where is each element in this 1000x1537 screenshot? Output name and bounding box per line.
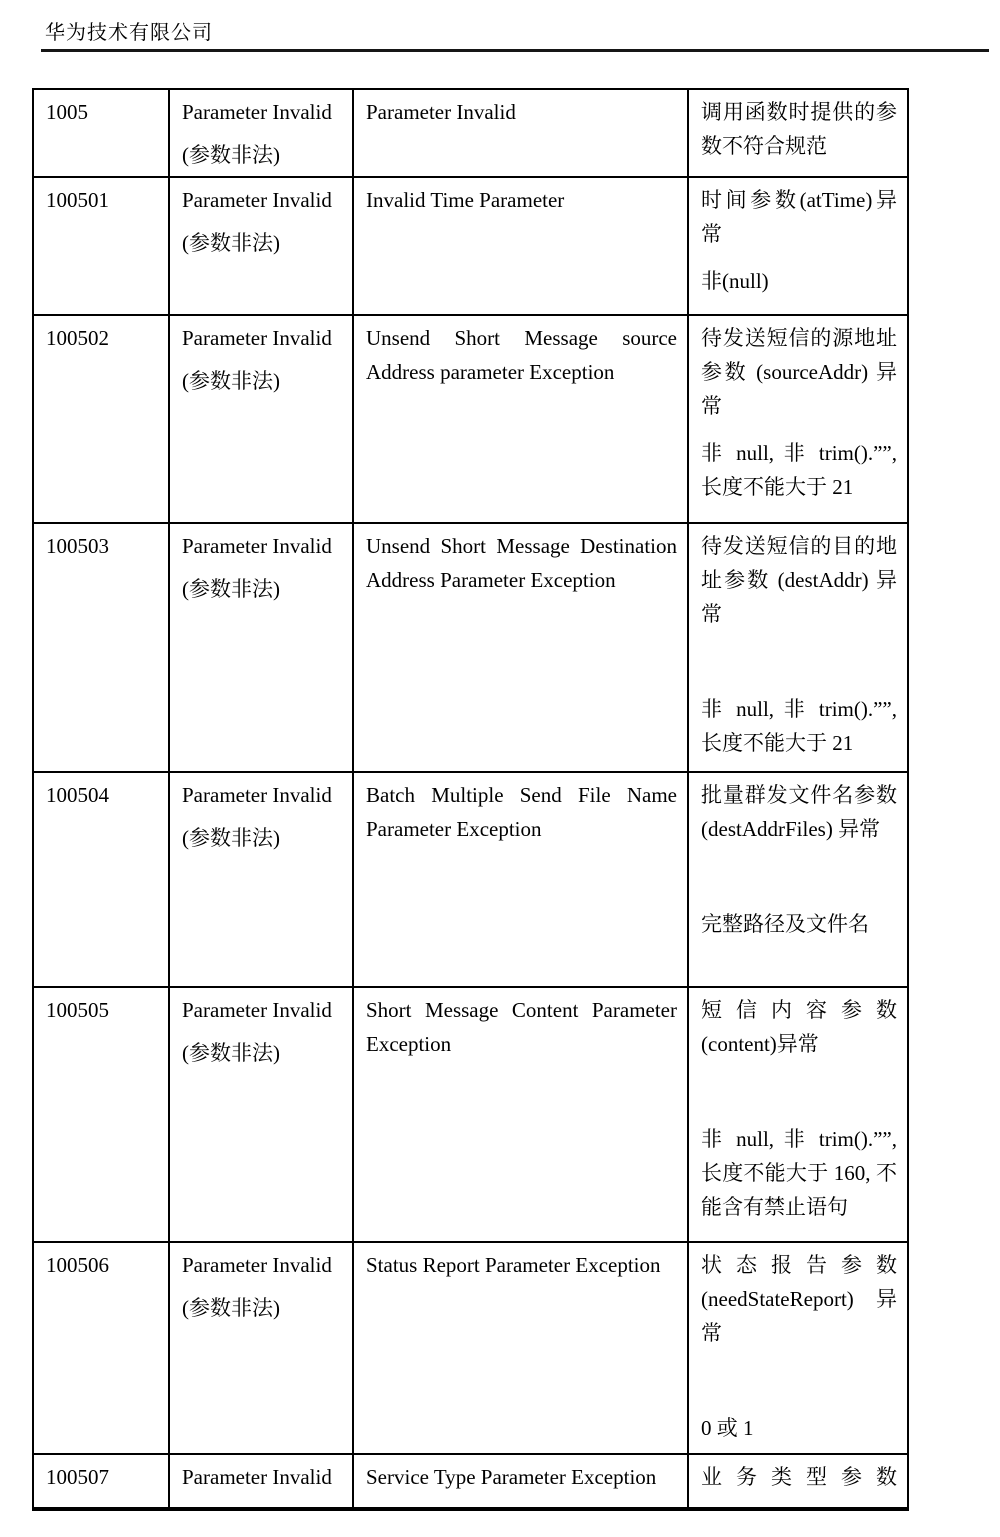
error-code: 100502 (46, 326, 109, 350)
error-name-zh: (参数非法) (182, 826, 280, 850)
error-code: 100501 (46, 188, 109, 212)
error-code-cell (33, 1454, 169, 1509)
table-row (33, 89, 908, 177)
description-zh-para: 非 null, 非 trim().””, 长度不能大于 21 (701, 441, 897, 499)
description-en-cell (353, 177, 688, 315)
table-row (33, 177, 908, 315)
description-zh-para: 调用函数时提供的参数不符合规范 (701, 100, 897, 158)
description-zh-para: 非(null) (701, 269, 769, 293)
error-name-en: Parameter Invalid (182, 100, 332, 124)
description-zh-cell (688, 177, 908, 315)
error-name-cell (169, 1454, 353, 1509)
description-zh-para: 非 null, 非 trim().””, 长度不能大于 160, 不能含有禁止语句 (701, 1127, 897, 1219)
error-name-en: Parameter Invalid (182, 534, 332, 558)
error-code-cell (33, 772, 169, 987)
description-zh-cell (688, 772, 908, 987)
error-name-cell (169, 1242, 353, 1454)
description-zh-para: 批量群发文件名参数 (destAddrFiles) 异常 (701, 783, 897, 841)
description-en-cell (353, 772, 688, 987)
error-code-cell (33, 177, 169, 315)
table-row (33, 523, 908, 772)
description-en: Service Type Parameter Exception (366, 1465, 657, 1489)
error-code: 100504 (46, 783, 109, 807)
description-zh-para: 0 或 1 (701, 1416, 754, 1440)
description-zh-para: 短信内容参数(content)异常 (701, 998, 897, 1056)
description-zh-cell (688, 315, 908, 523)
description-en-cell (353, 1242, 688, 1454)
error-name-cell (169, 177, 353, 315)
description-en: Short Message Content Parameter Exception (366, 998, 677, 1056)
description-en: Parameter Invalid (366, 100, 516, 124)
error-name-en: Parameter Invalid (182, 1253, 332, 1277)
error-code-cell (33, 987, 169, 1242)
table-row (33, 1454, 908, 1509)
error-code: 100506 (46, 1253, 109, 1277)
error-name-en: Parameter Invalid (182, 188, 332, 212)
description-zh-para: 待发送短信的目的地址参数 (destAddr) 异常 (701, 534, 897, 626)
error-name-en: Parameter Invalid (182, 783, 332, 807)
description-en-cell (353, 1454, 688, 1509)
description-zh-para: 时间参数(atTime)异常 (701, 188, 897, 246)
error-name-zh: (参数非法) (182, 1041, 280, 1065)
error-name-zh: (参数非法) (182, 231, 280, 255)
error-name-cell (169, 89, 353, 177)
error-name-en: Parameter Invalid (182, 1465, 332, 1489)
description-zh-cell (688, 987, 908, 1242)
company-name: 华为技术有限公司 (45, 22, 213, 44)
table-row (33, 987, 908, 1242)
error-name-zh: (参数非法) (182, 369, 280, 393)
description-en: Batch Multiple Send File Name Parameter Exception (366, 783, 677, 841)
error-name-cell (169, 987, 353, 1242)
error-code-cell (33, 89, 169, 177)
description-en-cell (353, 89, 688, 177)
description-en-cell (353, 987, 688, 1242)
error-code: 1005 (46, 100, 88, 124)
company-header (41, 16, 989, 52)
error-name-cell (169, 315, 353, 523)
description-zh-para: 业务类型参数 (701, 1465, 897, 1489)
description-zh-para: 非 null, 非 trim().””, 长度不能大于 21 (701, 697, 897, 755)
error-name-cell (169, 772, 353, 987)
error-code-cell (33, 315, 169, 523)
error-code-cell (33, 1242, 169, 1454)
description-zh-cell (688, 89, 908, 177)
error-code: 100507 (46, 1465, 109, 1489)
description-zh-cell (688, 1454, 908, 1509)
error-name-zh: (参数非法) (182, 577, 280, 601)
error-code-table (32, 88, 909, 1511)
description-en: Unsend Short Message source Address parameter Exception (366, 326, 677, 384)
table-row (33, 315, 908, 523)
error-code: 100505 (46, 998, 109, 1022)
description-en: Unsend Short Message Destination Address Parameter Exception (366, 534, 677, 592)
description-zh-para: 待发送短信的源地址参数 (sourceAddr) 异常 (701, 326, 897, 418)
table-row (33, 772, 908, 987)
error-name-zh: (参数非法) (182, 1296, 280, 1320)
description-zh-para: 完整路径及文件名 (701, 912, 869, 936)
error-code-cell (33, 523, 169, 772)
error-name-zh: (参数非法) (182, 143, 280, 167)
description-zh-para: 状态报告参数(needStateReport) 异常 (701, 1253, 897, 1345)
error-name-cell (169, 523, 353, 772)
error-name-en: Parameter Invalid (182, 998, 332, 1022)
description-zh-cell (688, 523, 908, 772)
description-en: Invalid Time Parameter (366, 188, 565, 212)
description-en-cell (353, 523, 688, 772)
error-name-en: Parameter Invalid (182, 326, 332, 350)
description-en: Status Report Parameter Exception (366, 1253, 661, 1277)
error-code: 100503 (46, 534, 109, 558)
description-zh-cell (688, 1242, 908, 1454)
description-en-cell (353, 315, 688, 523)
table-row (33, 1242, 908, 1454)
